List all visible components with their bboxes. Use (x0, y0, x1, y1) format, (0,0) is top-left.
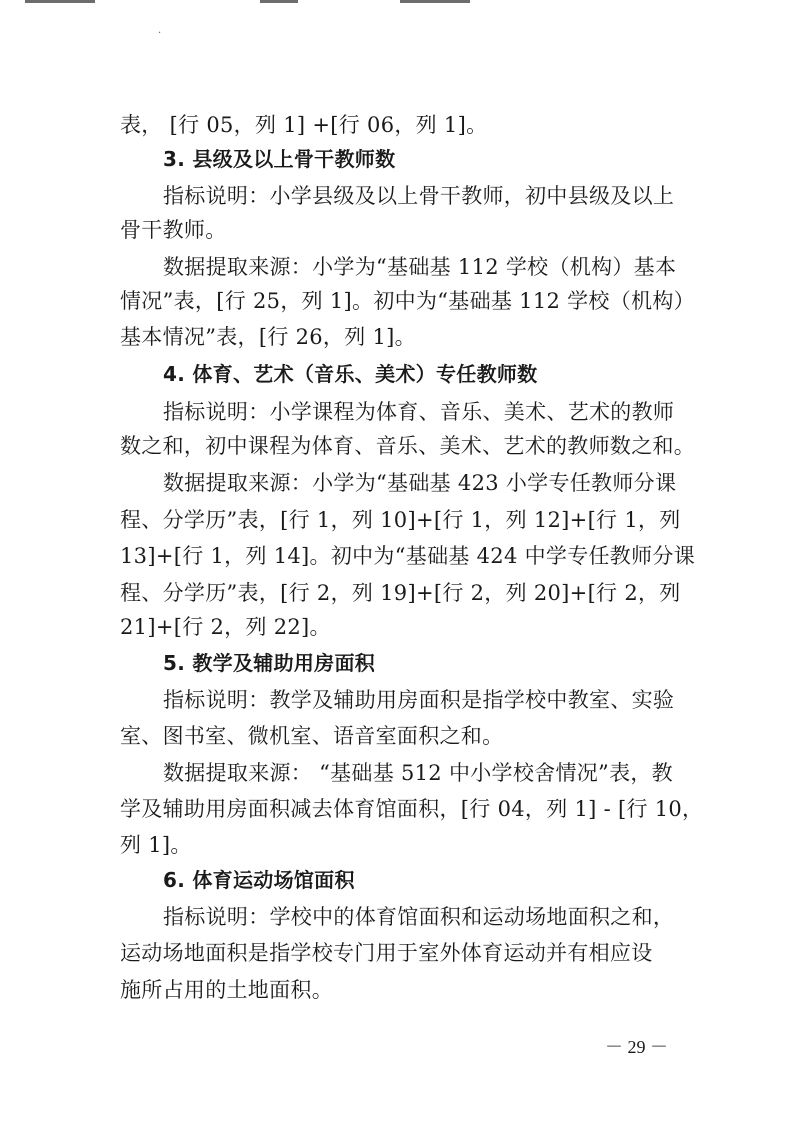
section-heading: 5. 教学及辅助用房面积 (163, 651, 376, 675)
text-line: 程、分学历”表，[行 2，列 19]+[行 2，列 20]+[行 2，列 (120, 581, 681, 605)
text-line: 室、图书室、微机室、语音室面积之和。 (120, 724, 504, 748)
text-line: 基本情况”表，[行 26，列 1]。 (120, 325, 416, 349)
text-line: 数据提取来源：小学为“基础基 423 小学专任教师分课 (163, 471, 677, 495)
text-line: 21]+[行 2，列 22]。 (120, 615, 331, 639)
text-line: 数据提取来源：小学为“基础基 112 学校（机构）基本 (163, 255, 677, 279)
text-line: 程、分学历”表，[行 1，列 10]+[行 1，列 12]+[行 1，列 (120, 508, 681, 532)
page-number: － 29 － (605, 1037, 668, 1057)
text-line: 学及辅助用房面积减去体育馆面积，[行 04，列 1] - [行 10， (120, 797, 704, 821)
section-heading: 3. 县级及以上骨干教师数 (163, 147, 396, 171)
scan-top-mark (400, 0, 470, 3)
scan-top-mark (25, 0, 95, 3)
text-line: 运动场地面积是指学校专门用于室外体育运动并有相应设 (120, 941, 653, 965)
text-line: 指标说明：教学及辅助用房面积是指学校中教室、实验 (163, 688, 675, 712)
text-line: 指标说明：小学县级及以上骨干教师，初中县级及以上 (163, 184, 675, 208)
text-line: 施所占用的土地面积。 (120, 978, 333, 1002)
text-line: 骨干教师。 (120, 218, 227, 242)
text-line: 指标说明：学校中的体育馆面积和运动场地面积之和， (163, 905, 675, 929)
text-line: 列 1]。 (120, 833, 192, 857)
text-line: 数据提取来源： “基础基 512 中小学校舍情况”表，教 (163, 761, 673, 785)
section-heading: 4. 体育、艺术（音乐、美术）专任教师数 (163, 362, 538, 386)
scan-speck: · (158, 28, 162, 39)
text-line: 数之和，初中课程为体育、音乐、美术、艺术的教师数之和。 (120, 434, 696, 458)
text-line: 指标说明：小学课程为体育、音乐、美术、艺术的教师 (163, 400, 675, 424)
scan-top-mark (260, 0, 298, 3)
text-line: 情况”表，[行 25，列 1]。初中为“基础基 112 学校（机构） (120, 289, 695, 313)
text-line: 表， [行 05，列 1] +[行 06，列 1]。 (120, 113, 488, 137)
text-line: 13]+[行 1，列 14]。初中为“基础基 424 中学专任教师分课 (120, 544, 695, 568)
section-heading: 6. 体育运动场馆面积 (163, 868, 355, 892)
